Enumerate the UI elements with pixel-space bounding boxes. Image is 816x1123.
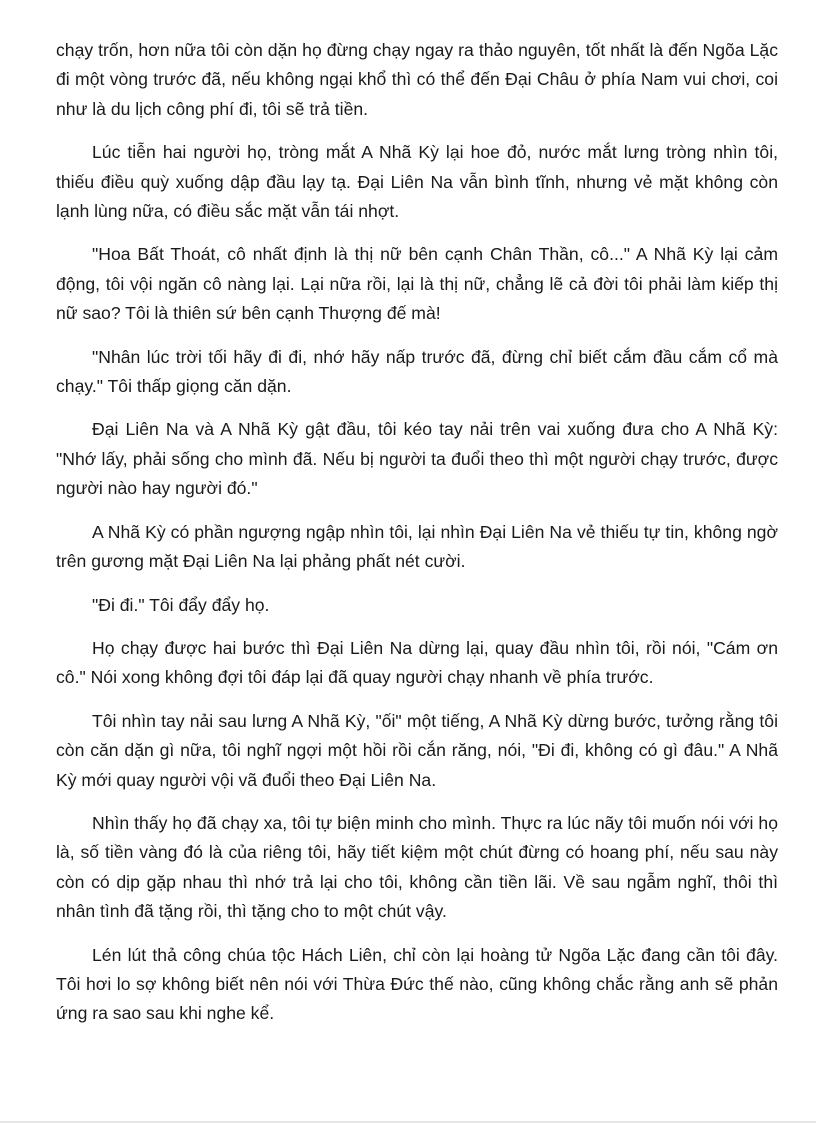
- document-page: [56, 36, 778, 1043]
- paragraph-8: Họ chạy được hai bước thì Đại Liên Na dừng lại, quay đầu nhìn tôi, rồi nói, "Cám ơn cô." Nói xong không đợi tôi đáp lại đã quay người chạy nhanh về phía trước.: [56, 637, 778, 688]
- paragraph-2: Lúc tiễn hai người họ, tròng mắt A Nhã Kỳ lại hoe đỏ, nước mắt lưng tròng nhìn tôi, thiếu điều quỳ xuống dập đầu lạy tạ. Đại Liên Na vẫn bình tĩnh, nhưng vẻ mặt không còn lạnh lùng nữa, có điều sắc mặt vẫn tái nhợt.: [56, 142, 778, 222]
- paragraph-7: "Đi đi." Tôi đẩy đẩy họ.: [92, 594, 270, 615]
- paragraph-9: Tôi nhìn tay nải sau lưng A Nhã Kỳ, "ối" một tiếng, A Nhã Kỳ dừng bước, tưởng rằng tôi còn căn dặn gì nữa, tôi nghĩ ngợi một hồi rồi cắn răng, nói, "Đi đi, không có gì đâu." A Nhã Kỳ mới quay người vội vã đuổi theo Đại Liên Na.: [56, 710, 778, 790]
- paragraph-10: Nhìn thấy họ đã chạy xa, tôi tự biện minh cho mình. Thực ra lúc nãy tôi muốn nói với họ là, số tiền vàng đó là của riêng tôi, hãy tiết kiệm một chút đừng có hoang phí, nếu sau này còn có dịp gặp nhau thì nhớ trả lại cho tôi, không cần tiền lãi. Về sau ngẫm nghĩ, thôi thì nhân tình đã tặng rồi, thì tặng cho to một chút vậy.: [56, 812, 778, 922]
- paragraph-6: A Nhã Kỳ có phần ngượng ngập nhìn tôi, lại nhìn Đại Liên Na vẻ thiếu tự tin, không ngờ trên gương mặt Đại Liên Na lại phảng phất nét cười.: [56, 521, 778, 572]
- paragraph-3: "Hoa Bất Thoát, cô nhất định là thị nữ bên cạnh Chân Thần, cô..." A Nhã Kỳ lại cảm động, tôi vội ngăn cô nàng lại. Lại nữa rồi, lại là thị nữ, chẳng lẽ cả đời tôi phải làm kiếp thị nữ sao? Tôi là thiên sứ bên cạnh Thượng đế mà!: [56, 244, 778, 324]
- paragraph-4: "Nhân lúc trời tối hãy đi đi, nhớ hãy nấp trước đã, đừng chỉ biết cắm đầu cắm cổ mà chạy." Tôi thấp giọng căn dặn.: [56, 346, 778, 397]
- paragraph-5: Đại Liên Na và A Nhã Kỳ gật đầu, tôi kéo tay nải trên vai xuống đưa cho A Nhã Kỳ: "Nhớ lấy, phải sống cho mình đã. Nếu bị người ta đuổi theo thì một người chạy trước, được người nào hay người đó.": [56, 419, 778, 499]
- paragraph-1: chạy trốn, hơn nữa tôi còn dặn họ đừng chạy ngay ra thảo nguyên, tốt nhất là đến Ngõa Lặc đi một vòng trước đã, nếu không ngại khổ thì có thể đến Đại Châu ở phía Nam vui chơi, coi như là du lịch công phí đi, tôi sẽ trả tiền.: [56, 40, 778, 119]
- paragraph-11: Lén lút thả công chúa tộc Hách Liên, chỉ còn lại hoàng tử Ngõa Lặc đang cần tôi đây. Tôi hơi lo sợ không biết nên nói với Thừa Đức thế nào, cũng không chắc rằng anh sẽ phản ứng ra sao sau khi nghe kể.: [56, 944, 778, 1024]
